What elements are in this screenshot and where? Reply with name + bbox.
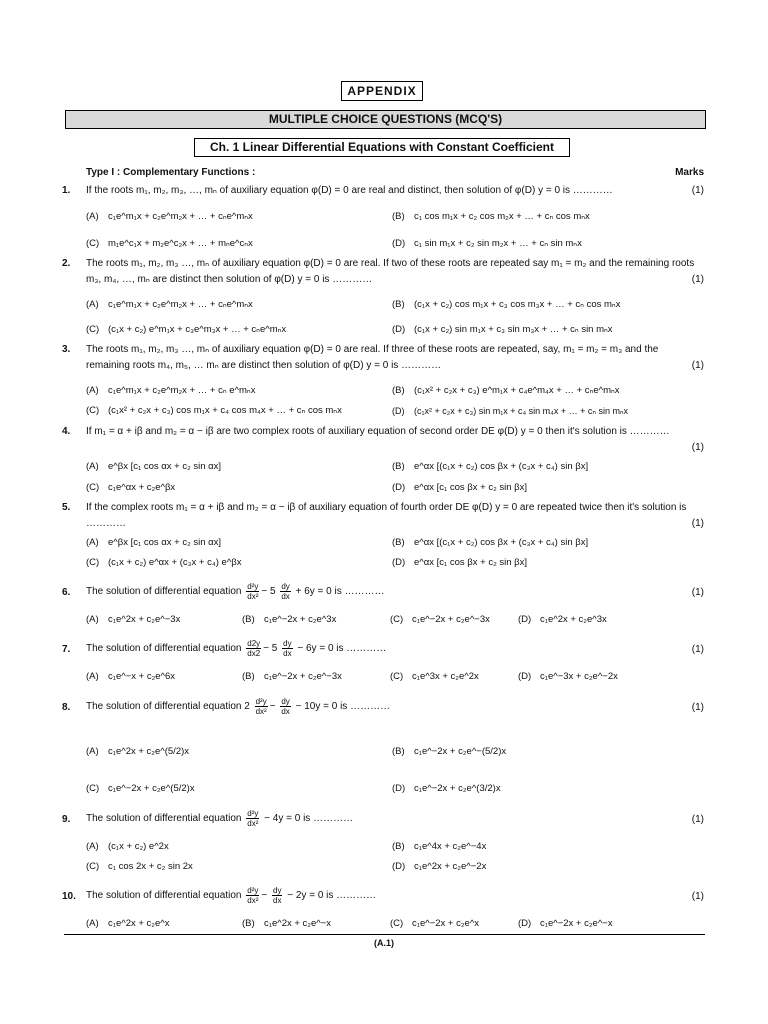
option-c: (C) c₁e^3x + c₂e^2x xyxy=(390,671,479,682)
option-b: (B) c₁e^2x + c₂e^−x xyxy=(242,918,332,929)
question-number: 10. xyxy=(62,891,76,902)
option-d: (D) e^αx [c₁ cos βx + c₂ sin βx] xyxy=(392,557,528,568)
fraction: $\frac{dy}{dx}$ xyxy=(273,885,282,905)
option-a: (A) c₁e^2x + c₂e^−3x xyxy=(86,614,181,625)
question-text: The solution of differential equation 2 $\frac{\text{d²y}}{\text{dx²}}$ − $\frac{dy}{dx}$ − 10y = 0 is ………… xyxy=(86,696,391,716)
option-d: (D) (c₁x + c₂) sin m₁x + c₃ sin m₃x + … + cₙ sin mₙx xyxy=(392,324,613,335)
question-marks: (1) xyxy=(691,518,704,529)
option-b: (B) e^αx [(c₁x + c₂) cos βx + (c₃x + c₄) sin βx] xyxy=(392,461,589,472)
option-a: (A) (c₁x + c₂) e^2x xyxy=(86,841,169,852)
fraction: $\frac{d2y}{dx2}$ xyxy=(247,638,261,658)
option-d: (D) c₁ sin m₁x + c₂ sin m₂x + … + cₙ sin mₙx xyxy=(392,238,582,249)
page-number: (A.1) xyxy=(374,938,394,948)
question-marks: (1) xyxy=(691,185,704,196)
option-d: (D) c₁e^−3x + c₂e^−2x xyxy=(518,671,618,682)
question-text: If the roots m₁, m₂, m₃, …, mₙ of auxiliary equation φ(D) = 0 are real and distinct, then solution of φ(D) y = 0 is ………… xyxy=(86,185,613,196)
question-marks: (1) xyxy=(691,702,704,713)
fraction: $\frac{dy}{dx}$ xyxy=(281,696,290,716)
option-b: (B) (c₁x² + c₂x + c₃) e^m₁x + c₄e^m₄x + … + cₙe^mₙx xyxy=(392,385,620,396)
appendix-title: APPENDIX xyxy=(341,81,423,101)
fraction: $\frac{\text{d²y}}{\text{dx²}}$ xyxy=(247,808,259,828)
question-marks: (1) xyxy=(691,587,704,598)
question-number: 8. xyxy=(62,702,71,713)
question-text: If m₁ = α + iβ and m₂ = α − iβ are two complex roots of auxiliary equation of second order DE φ(D) y = 0 then it's solution is ………… xyxy=(86,426,670,437)
option-b: (B) e^αx [(c₁x + c₂) cos βx + (c₃x + c₄) sin βx] xyxy=(392,537,589,548)
question-marks: (1) xyxy=(691,814,704,825)
question-number: 9. xyxy=(62,814,71,825)
option-c: (C) c₁e^αx + c₂e^βx xyxy=(86,482,176,493)
option-d: (D) c₁e^−2x + c₂e^(3/2)x xyxy=(392,783,501,794)
option-a: (A) c₁e^m₁x + c₂e^m₂x + … + cₙ e^mₙx xyxy=(86,385,256,396)
option-a: (A) e^βx [c₁ cos αx + c₂ sin αx] xyxy=(86,461,222,472)
option-c: (C) c₁ cos 2x + c₂ sin 2x xyxy=(86,861,193,872)
option-c: (C) m₁e^c₁x + m₂e^c₂x + … + mₙe^cₙx xyxy=(86,238,253,249)
option-a: (A) c₁e^m₁x + c₂e^m₂x + … + cₙe^mₙx xyxy=(86,211,253,222)
section-type-label: Type I : Complementary Functions : xyxy=(86,167,256,178)
option-b: (B) c₁e^4x + c₂e^−4x xyxy=(392,841,487,852)
marks-header: Marks xyxy=(675,167,704,178)
option-b: (B) c₁e^−2x + c₂e^−(5/2)x xyxy=(392,746,507,757)
question-marks: (1) xyxy=(691,360,704,371)
mcq-banner: MULTIPLE CHOICE QUESTIONS (MCQ'S) xyxy=(65,110,706,129)
option-a: (A) e^βx [c₁ cos αx + c₂ sin αx] xyxy=(86,537,222,548)
question-marks: (1) xyxy=(691,442,704,453)
option-a: (A) c₁e^2x + c₂e^(5/2)x xyxy=(86,746,190,757)
question-text: The roots m₁, m₂, m₃ …, mₙ of auxiliary equation φ(D) = 0 are real. If three of these roots are repeated, say, m₁ = m₂ = m₃ and the remaining roots m₄, m₅, … mₙ are distinct then solution of φ(D) y = 0 is ………… xyxy=(86,344,659,371)
question-text: If the complex roots m₁ = α + iβ and m₂ = α − iβ of auxiliary equation of fourth order DE φ(D) y = 0 are repeated twice then it's solution is ………… xyxy=(86,502,687,529)
question-text: The solution of differential equation $\frac{\text{d²y}}{\text{dx²}}$ − 5 $\frac{dy}{dx}$ + 6y = 0 is ………… xyxy=(86,581,385,601)
option-c: (C) c₁e^−2x + c₂e^−3x xyxy=(390,614,490,625)
fraction: $\frac{dy}{dx}$ xyxy=(281,581,290,601)
fraction: $\frac{\text{d²y}}{\text{dx²}}$ xyxy=(247,885,259,905)
question-text: The roots m₁, m₂, m₃ …, mₙ of auxiliary equation φ(D) = 0 are real. If two of these roots are repeated say m₁ = m₂ and the remaining roots m₃, m₄, …, mₙ are distinct then solution of φ(D) y = 0 is ………… xyxy=(86,258,695,285)
question-text: The solution of differential equation $\frac{\text{d²y}}{\text{dx²}}$ − 4y = 0 is ………… xyxy=(86,808,354,828)
question-number: 4. xyxy=(62,426,71,437)
fraction: $\frac{\text{d²y}}{\text{dx²}}$ xyxy=(255,696,267,716)
option-b: (B) (c₁x + c₂) cos m₁x + c₃ cos m₃x + … + cₙ cos mₙx xyxy=(392,299,621,310)
option-c: (C) (c₁x + c₂) e^m₁x + c₃e^m₃x + … + cₙe^mₙx xyxy=(86,324,287,335)
question-number: 7. xyxy=(62,644,71,655)
question-number: 1. xyxy=(62,185,71,196)
question-number: 6. xyxy=(62,587,71,598)
option-c: (C) c₁e^−2x + c₂e^(5/2)x xyxy=(86,783,195,794)
option-d: (D) c₁e^2x + c₂e^−2x xyxy=(392,861,487,872)
question-marks: (1) xyxy=(691,644,704,655)
option-d: (D) e^αx [c₁ cos βx + c₂ sin βx] xyxy=(392,482,528,493)
option-d: (D) c₁e^2x + c₂e^3x xyxy=(518,614,607,625)
option-c: (C) c₁e^−2x + c₂e^x xyxy=(390,918,480,929)
option-d: (D) c₁e^−2x + c₂e^−x xyxy=(518,918,613,929)
fraction: $\frac{dy}{dx}$ xyxy=(283,638,292,658)
chapter-title: Ch. 1 Linear Differential Equations with Constant Coefficient xyxy=(194,138,570,157)
option-d: (D) (c₁x² + c₂x + c₃) sin m₁x + c₄ sin m₄x + … + cₙ sin mₙx xyxy=(392,406,629,416)
question-marks: (1) xyxy=(691,274,704,285)
question-number: 2. xyxy=(62,258,71,269)
question-marks: (1) xyxy=(691,891,704,902)
option-c: (C) (c₁x + c₂) e^αx + (c₃x + c₄) e^βx xyxy=(86,557,242,568)
question-text: The solution of differential equation $\frac{\text{d²y}}{\text{dx²}}$ − $\frac{dy}{dx}$ − 2y = 0 is ………… xyxy=(86,885,377,905)
question-number: 5. xyxy=(62,502,71,513)
option-b: (B) c₁ cos m₁x + c₂ cos m₂x + … + cₙ cos mₙx xyxy=(392,211,590,222)
option-b: (B) c₁e^−2x + c₂e^3x xyxy=(242,614,337,625)
option-c: (C) (c₁x² + c₂x + c₃) cos m₁x + c₄ cos m₄x + … + cₙ cos mₙx xyxy=(86,405,342,416)
question-number: 3. xyxy=(62,344,71,355)
footer-rule xyxy=(64,934,705,935)
option-a: (A) c₁e^2x + c₂e^x xyxy=(86,918,170,929)
option-a: (A) c₁e^m₁x + c₂e^m₂x + … + cₙe^mₙx xyxy=(86,299,253,310)
question-text: The solution of differential equation $\frac{d2y}{dx2}$ − 5 $\frac{dy}{dx}$ − 6y = 0 is ………… xyxy=(86,638,387,658)
option-b: (B) c₁e^−2x + c₂e^−3x xyxy=(242,671,342,682)
option-a: (A) c₁e^−x + c₂e^6x xyxy=(86,671,176,682)
fraction: $\frac{\text{d²y}}{\text{dx²}}$ xyxy=(247,581,259,601)
